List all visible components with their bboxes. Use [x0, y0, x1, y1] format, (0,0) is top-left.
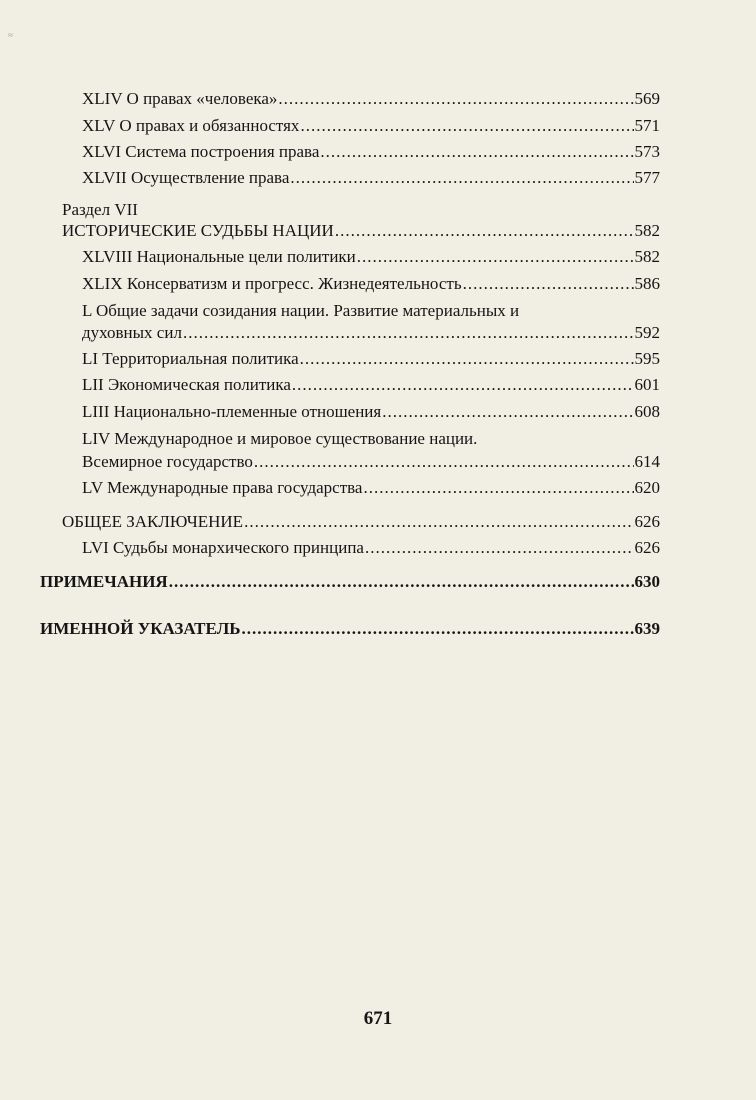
toc-entry-label: LVI Судьбы монархического принципа [82, 538, 364, 557]
toc-entry-l[interactable] [82, 322, 660, 344]
toc-entry-label: XLIV О правах «человека» [82, 89, 278, 108]
toc-entry-liv[interactable] [82, 451, 660, 473]
toc-entry-label: LI Территориальная политика [82, 349, 299, 368]
toc-entry-liii[interactable] [82, 401, 660, 423]
page-number: 671 [363, 1008, 393, 1029]
dot-leader [290, 167, 633, 189]
toc-entry-label: ОБЩЕЕ ЗАКЛЮЧЕНИЕ [62, 512, 244, 531]
dot-leader [244, 511, 633, 533]
toc-entry-page: 608 [634, 402, 660, 421]
dot-leader [365, 537, 634, 559]
dot-leader [278, 88, 633, 110]
toc-entry-label: ИСТОРИЧЕСКИЕ СУДЬБЫ НАЦИИ [62, 221, 334, 240]
toc-entry-page: 573 [634, 142, 660, 161]
toc-entry-label: LIII Национально-племенные отношения [82, 402, 382, 421]
toc-entry-page: 595 [634, 349, 660, 368]
toc-entry-label: ИМЕННОЙ УКАЗАТЕЛЬ [40, 619, 241, 638]
dot-leader [242, 618, 634, 640]
toc-entry-l-line1[interactable]: L Общие задачи созидания нации. Развитие материальных и [82, 301, 520, 320]
toc-conclusion[interactable] [62, 511, 660, 533]
toc-entry-page: 577 [634, 168, 660, 187]
toc-entry-page: 626 [634, 538, 660, 557]
toc-entry-page: 582 [634, 247, 660, 266]
toc-name-index[interactable] [40, 618, 660, 640]
toc-entry-label: XLIX Консерватизм и прогресс. Жизнедеятельность [82, 274, 462, 293]
dot-leader [254, 451, 634, 473]
toc-entry-page: 626 [634, 512, 660, 531]
dot-leader [292, 374, 634, 396]
dot-leader [335, 220, 634, 242]
toc-entry-page: 630 [634, 572, 660, 591]
toc-section-title[interactable] [62, 220, 660, 242]
dot-leader [169, 571, 634, 593]
toc-entry-label: духовных сил [82, 323, 182, 342]
toc-entry-label: XLVIII Национальные цели политики [82, 247, 356, 266]
dot-leader [183, 322, 634, 344]
dot-leader [300, 115, 633, 137]
toc-entry-label: XLVI Система построения права [82, 142, 320, 161]
toc-entry-label: LII Экономическая политика [82, 375, 291, 394]
dot-leader [300, 348, 634, 370]
toc-entry-li[interactable] [82, 348, 660, 370]
toc-entry-xlix[interactable] [82, 273, 660, 295]
dot-leader [357, 246, 634, 268]
toc-entry-label: XLVII Осуществление права [82, 168, 290, 187]
toc-entry-lii[interactable] [82, 374, 660, 396]
toc-entry-page: 639 [634, 619, 660, 638]
toc-entry-page: 614 [634, 452, 660, 471]
dot-leader [382, 401, 633, 423]
toc-entry-lv[interactable] [82, 477, 660, 499]
toc-entry-xlvi[interactable] [82, 141, 660, 163]
toc-entry-lvi[interactable] [82, 537, 660, 559]
toc-entry-label: Всемирное государство [82, 452, 253, 471]
toc-entry-label: LV Международные права государства [82, 478, 363, 497]
toc-notes[interactable] [40, 571, 660, 593]
toc-entry-liv-line1[interactable]: LIV Международное и мировое существование нации. [82, 429, 478, 448]
toc-entry-page: 571 [634, 116, 660, 135]
toc-entry-label: XLV О правах и обязанностях [82, 116, 300, 135]
toc-entry-xliv[interactable] [82, 88, 660, 110]
corner-mark: ≈ [8, 30, 13, 40]
toc-entry-page: 620 [634, 478, 660, 497]
toc-entry-xlv[interactable] [82, 115, 660, 137]
toc-entry-xlvii[interactable] [82, 167, 660, 189]
toc-entry-page: 586 [634, 274, 660, 293]
dot-leader [320, 141, 633, 163]
toc-entry-page: 601 [634, 375, 660, 394]
toc-entry-page: 582 [634, 221, 660, 240]
dot-leader [363, 477, 633, 499]
toc-entry-xlviii[interactable] [82, 246, 660, 268]
toc-entry-page: 569 [634, 89, 660, 108]
dot-leader [463, 273, 634, 295]
toc-entry-label: ПРИМЕЧАНИЯ [40, 572, 168, 591]
section-heading: Раздел VII [62, 200, 138, 219]
toc-entry-page: 592 [634, 323, 660, 342]
